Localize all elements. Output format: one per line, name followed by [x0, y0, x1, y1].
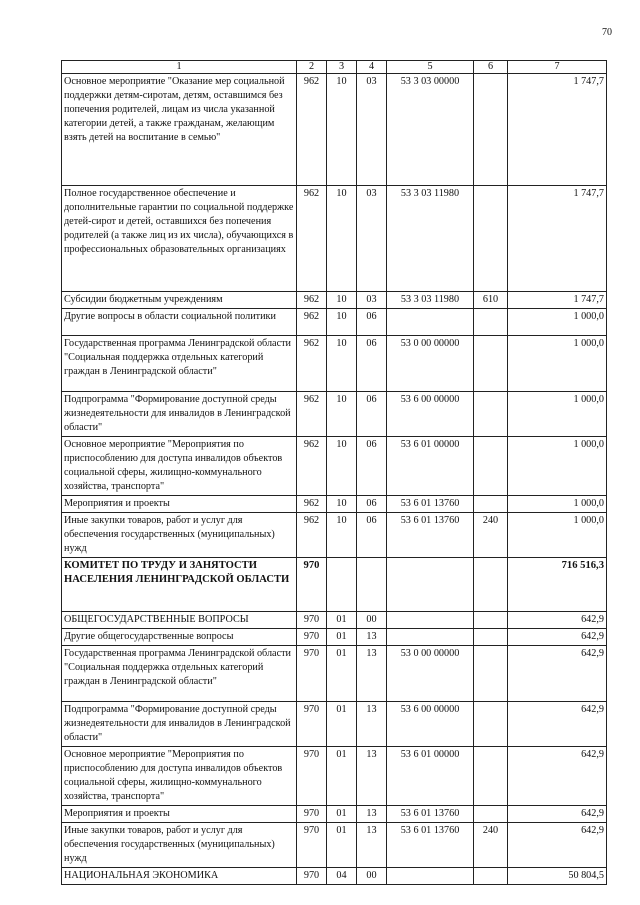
- row-description: Другие общегосударственные вопросы: [62, 629, 297, 646]
- expense-type: [474, 612, 508, 629]
- section-code: 01: [327, 646, 357, 702]
- amount: 1 000,0: [508, 392, 607, 437]
- expense-type: [474, 392, 508, 437]
- table-row: [62, 513, 607, 558]
- section-code: [327, 558, 357, 612]
- section-code: 10: [327, 336, 357, 392]
- ministry-code: 962: [297, 392, 327, 437]
- row-description: Основное мероприятие "Мероприятия по приспособлению для доступа инвалидов объектов социальной сферы, жилищно-коммунального хозяйства, транспорта": [62, 437, 297, 496]
- ministry-code: 962: [297, 437, 327, 496]
- ministry-code: 962: [297, 336, 327, 392]
- row-description: Иные закупки товаров, работ и услуг для обеспечения государственных (муниципальных) нужд: [62, 513, 297, 558]
- target-article: 53 6 01 00000: [387, 747, 474, 806]
- ministry-code: 962: [297, 74, 327, 186]
- row-description: ОБЩЕГОСУДАРСТВЕННЫЕ ВОПРОСЫ: [62, 612, 297, 629]
- section-code: 10: [327, 292, 357, 309]
- table-row: [62, 747, 607, 806]
- subsection-code: 06: [357, 336, 387, 392]
- subsection-code: 06: [357, 309, 387, 336]
- subsection-code: 13: [357, 806, 387, 823]
- ministry-code: 970: [297, 823, 327, 868]
- expense-type: [474, 496, 508, 513]
- expense-type: [474, 868, 508, 885]
- table-row: [62, 496, 607, 513]
- amount: 642,9: [508, 747, 607, 806]
- table-row: [62, 823, 607, 868]
- section-code: 10: [327, 496, 357, 513]
- expense-type: [474, 646, 508, 702]
- target-article: 53 6 01 00000: [387, 437, 474, 496]
- ministry-code: 970: [297, 558, 327, 612]
- table-row: [62, 186, 607, 292]
- amount: 642,9: [508, 806, 607, 823]
- section-code: 04: [327, 868, 357, 885]
- target-article: [387, 629, 474, 646]
- table-row: [62, 336, 607, 392]
- expense-type: [474, 309, 508, 336]
- ministry-code: 970: [297, 806, 327, 823]
- subsection-code: 03: [357, 292, 387, 309]
- amount: 642,9: [508, 629, 607, 646]
- target-article: 53 6 00 00000: [387, 702, 474, 747]
- section-code: 01: [327, 702, 357, 747]
- row-description: Государственная программа Ленинградской области "Социальная поддержка отдельных категорий граждан в Ленинградской области": [62, 646, 297, 702]
- ministry-code: 970: [297, 629, 327, 646]
- target-article: 53 3 03 11980: [387, 292, 474, 309]
- expense-type: [474, 558, 508, 612]
- amount: 642,9: [508, 823, 607, 868]
- amount: 1 000,0: [508, 496, 607, 513]
- row-description: КОМИТЕТ ПО ТРУДУ И ЗАНЯТОСТИ НАСЕЛЕНИЯ ЛЕНИНГРАДСКОЙ ОБЛАСТИ: [62, 558, 297, 612]
- amount: 642,9: [508, 612, 607, 629]
- row-description: Основное мероприятие "Мероприятия по приспособлению для доступа инвалидов объектов социальной сферы, жилищно-коммунального хозяйства, транспорта": [62, 747, 297, 806]
- amount: 1 747,7: [508, 186, 607, 292]
- section-code: 10: [327, 513, 357, 558]
- page-number: 70: [602, 27, 612, 38]
- target-article: 53 6 01 13760: [387, 513, 474, 558]
- section-code: 01: [327, 612, 357, 629]
- row-description: Государственная программа Ленинградской области "Социальная поддержка отдельных категорий граждан в Ленинградской области": [62, 336, 297, 392]
- ministry-code: 962: [297, 309, 327, 336]
- row-description: Субсидии бюджетным учреждениям: [62, 292, 297, 309]
- target-article: [387, 558, 474, 612]
- subsection-code: 13: [357, 747, 387, 806]
- column-header: 3: [327, 61, 357, 74]
- amount: 1 000,0: [508, 437, 607, 496]
- subsection-code: [357, 558, 387, 612]
- table-row: [62, 437, 607, 496]
- ministry-code: 970: [297, 868, 327, 885]
- section-code: 01: [327, 823, 357, 868]
- row-description: Подпрограмма "Формирование доступной среды жизнедеятельности для инвалидов в Ленинградской области": [62, 702, 297, 747]
- header-row: [62, 61, 607, 74]
- table-row: [62, 646, 607, 702]
- subsection-code: 06: [357, 513, 387, 558]
- subsection-code: 06: [357, 392, 387, 437]
- target-article: 53 6 01 13760: [387, 823, 474, 868]
- target-article: 53 3 03 11980: [387, 186, 474, 292]
- section-code: 10: [327, 437, 357, 496]
- column-header: 6: [474, 61, 508, 74]
- subsection-code: 00: [357, 612, 387, 629]
- amount: 716 516,3: [508, 558, 607, 612]
- table-row: [62, 702, 607, 747]
- target-article: [387, 612, 474, 629]
- budget-table: [61, 60, 607, 885]
- target-article: [387, 868, 474, 885]
- subsection-code: 03: [357, 74, 387, 186]
- amount: 642,9: [508, 646, 607, 702]
- amount: 1 747,7: [508, 74, 607, 186]
- section-code: 01: [327, 806, 357, 823]
- ministry-code: 970: [297, 702, 327, 747]
- subsection-code: 13: [357, 823, 387, 868]
- section-code: 01: [327, 629, 357, 646]
- amount: 50 804,5: [508, 868, 607, 885]
- ministry-code: 970: [297, 612, 327, 629]
- table-row: [62, 806, 607, 823]
- expense-type: [474, 702, 508, 747]
- amount: 642,9: [508, 702, 607, 747]
- target-article: 53 6 00 00000: [387, 392, 474, 437]
- column-header: 1: [62, 61, 297, 74]
- section-code: 10: [327, 309, 357, 336]
- ministry-code: 962: [297, 292, 327, 309]
- ministry-code: 970: [297, 747, 327, 806]
- expense-type: [474, 806, 508, 823]
- row-description: Иные закупки товаров, работ и услуг для обеспечения государственных (муниципальных) нужд: [62, 823, 297, 868]
- column-header: 2: [297, 61, 327, 74]
- subsection-code: 00: [357, 868, 387, 885]
- table-row: [62, 309, 607, 336]
- target-article: 53 3 03 00000: [387, 74, 474, 186]
- row-description: Основное мероприятие "Оказание мер социальной поддержки детям-сиротам, детям, оставшимся без попечения родителей, лицам из числа указанной категории детей, а также гражданам, желающим взять детей на воспитание в семью": [62, 74, 297, 186]
- target-article: [387, 309, 474, 336]
- row-description: Подпрограмма "Формирование доступной среды жизнедеятельности для инвалидов в Ленинградской области": [62, 392, 297, 437]
- expense-type: 610: [474, 292, 508, 309]
- table-row: [62, 868, 607, 885]
- amount: 1 000,0: [508, 309, 607, 336]
- amount: 1 000,0: [508, 513, 607, 558]
- table-row: [62, 558, 607, 612]
- subsection-code: 13: [357, 702, 387, 747]
- row-description: НАЦИОНАЛЬНАЯ ЭКОНОМИКА: [62, 868, 297, 885]
- expense-type: [474, 74, 508, 186]
- row-description: Другие вопросы в области социальной политики: [62, 309, 297, 336]
- target-article: 53 6 01 13760: [387, 806, 474, 823]
- target-article: 53 0 00 00000: [387, 646, 474, 702]
- table-row: [62, 292, 607, 309]
- ministry-code: 962: [297, 513, 327, 558]
- expense-type: 240: [474, 513, 508, 558]
- ministry-code: 970: [297, 646, 327, 702]
- section-code: 01: [327, 747, 357, 806]
- expense-type: [474, 437, 508, 496]
- expense-type: [474, 747, 508, 806]
- section-code: 10: [327, 392, 357, 437]
- expense-type: [474, 186, 508, 292]
- subsection-code: 13: [357, 646, 387, 702]
- amount: 1 747,7: [508, 292, 607, 309]
- table-row: [62, 392, 607, 437]
- column-header: 7: [508, 61, 607, 74]
- section-code: 10: [327, 74, 357, 186]
- column-header: 4: [357, 61, 387, 74]
- ministry-code: 962: [297, 186, 327, 292]
- expense-type: [474, 629, 508, 646]
- subsection-code: 13: [357, 629, 387, 646]
- row-description: Полное государственное обеспечение и дополнительные гарантии по социальной поддержке детей-сирот и детей, оставшихся без попечения родителей (а также лиц из их числа), обучающихся в профессиональных образовательных организациях: [62, 186, 297, 292]
- expense-type: 240: [474, 823, 508, 868]
- section-code: 10: [327, 186, 357, 292]
- table-row: [62, 612, 607, 629]
- row-description: Мероприятия и проекты: [62, 806, 297, 823]
- row-description: Мероприятия и проекты: [62, 496, 297, 513]
- table-row: [62, 74, 607, 186]
- amount: 1 000,0: [508, 336, 607, 392]
- subsection-code: 03: [357, 186, 387, 292]
- column-header: 5: [387, 61, 474, 74]
- target-article: 53 0 00 00000: [387, 336, 474, 392]
- ministry-code: 962: [297, 496, 327, 513]
- subsection-code: 06: [357, 437, 387, 496]
- expense-type: [474, 336, 508, 392]
- subsection-code: 06: [357, 496, 387, 513]
- target-article: 53 6 01 13760: [387, 496, 474, 513]
- table-row: [62, 629, 607, 646]
